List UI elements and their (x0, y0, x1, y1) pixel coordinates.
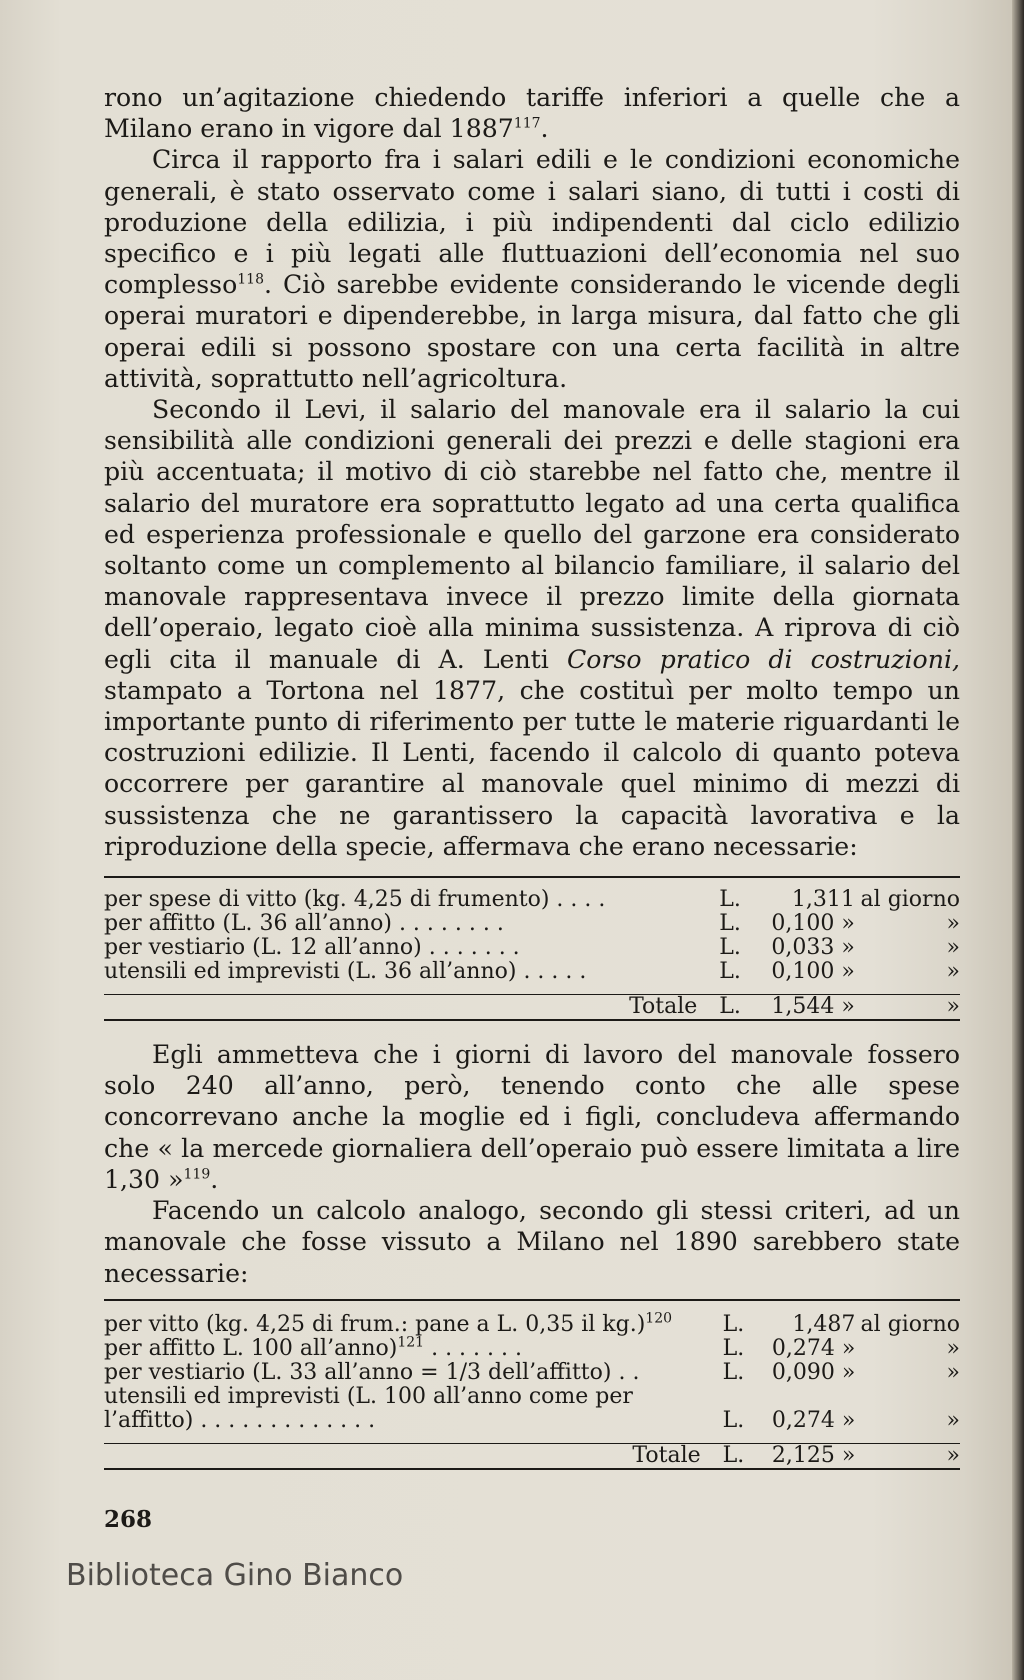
footnote-ref-117: 117 (513, 115, 541, 132)
footnote-ref-119: 119 (183, 1166, 211, 1183)
table-row: per vitto (kg. 4,25 di frum.: pane a L. 0,35 il kg.)$^{120}$ L. 1,487 al giorno (104, 1310, 960, 1337)
page-number: 268 (104, 1506, 153, 1533)
table-row: per vestiario (L. 12 all’anno) . . . . . . . L. 0,033 » » (104, 935, 960, 961)
footnote-ref-118: 118 (237, 271, 264, 288)
book-title: Corso pratico di costruzioni, (566, 644, 961, 674)
table-total-row: Totale L. 2,125 » » (632, 1442, 960, 1468)
library-watermark: Biblioteca Gino Bianco (66, 1558, 404, 1593)
footnote-ref-121: 121 (397, 1334, 425, 1351)
paragraph-2: Circa il rapporto fra i salari edili e le condizioni economiche generali, è stato osservato come i salari siano, di tutti i costi di produzione della edilizia, i più indipendenti dal ciclo edilizio specifico e i più legati alle fluttuazioni dell’economia nel suo complesso$^{118}$. Ciò sarebbe evidente considerando le vicende degli operai muratori e dipenderebbe, in larga misura, dal fatto che gli operai edili si possono spostare con una certa facilità in altre attività, soprattutto nell’agricoltura. (104, 145, 960, 393)
table-row: per affitto L. 100 all’anno)$^{121}$ . . . . . . . L. 0,274 » » (104, 1334, 960, 1361)
paragraph-5: Facendo un calcolo analogo, secondo gli stessi criteri, ad un manovale che fosse vissuto a Milano nel 1890 sarebbero state necessarie: (104, 1196, 960, 1288)
cost-table-1890 (104, 1310, 960, 1468)
paragraph-4: Egli ammetteva che i giorni di lavoro del manovale fossero solo 240 all’anno, però, tenendo conto che alle spese concorrevano anche la moglie ed i figli, concludeva affermando che « la mercede giornaliera dell’operaio può essere limitata a lire 1,30 »$^{119}$. (104, 1040, 960, 1194)
paragraph-1: rono un’agitazione chiedendo tariffe inferiori a quelle che a Milano erano in vigore dal 1887$^{117}$. (104, 83, 960, 144)
table-row: utensili ed imprevisti (L. 100 all’anno come per l’affitto) . . . . . . . . . . . . . L. 0,274 » » (104, 1383, 960, 1433)
page-edge-shadow (1012, 0, 1024, 1680)
table-row: per vestiario (L. 33 all’anno = 1/3 dell’affitto) . . L. 0,090 » » (104, 1359, 960, 1385)
table-row: per spese di vitto (kg. 4,25 di frumento) . . . . L. 1,311 al giorno (104, 887, 960, 913)
table-2-bottom-rule (104, 1468, 960, 1470)
table-row: utensili ed imprevisti (L. 36 all’anno) . . . . . L. 0,100 » » (104, 959, 960, 985)
table-row: per affitto (L. 36 all’anno) . . . . . . . . L. 0,100 » » (104, 911, 960, 937)
table-total-row: Totale L. 1,544 » » (629, 994, 960, 1020)
paragraph-3: Secondo il Levi, il salario del manovale era il salario la cui sensibilità alle condizioni generali dei prezzi e delle stagioni era più accentuata; il motivo di ciò starebbe nel fatto che, mentre il salario del muratore era soprattutto legato ad una certa qualifica ed esperienza professionale e quello del garzone era considerato soltanto come un complemento al bilancio familiare, il salario del manovale rappresentava invece il prezzo limite della giornata dell’operaio, legato cioè alla minima sussistenza. A riprova di ciò egli cita il manuale di A. Lenti Corso pratico di costruzioni, stampato a Tortona nel 1877, che costituì per molto tempo un importante punto di riferimento per tutte le materie riguardanti le costruzioni edilizie. Il Lenti, facendo il calcolo di quanto poteva occorrere per garantire al manovale quel minimo di mezzi di sussistenza che ne garantissero la capacità lavorativa e la riproduzione della specie, affermava che erano necessarie: (104, 395, 961, 861)
body-text (104, 82, 960, 1470)
footnote-ref-120: 120 (645, 1310, 673, 1327)
cost-table-1877 (104, 888, 960, 1019)
